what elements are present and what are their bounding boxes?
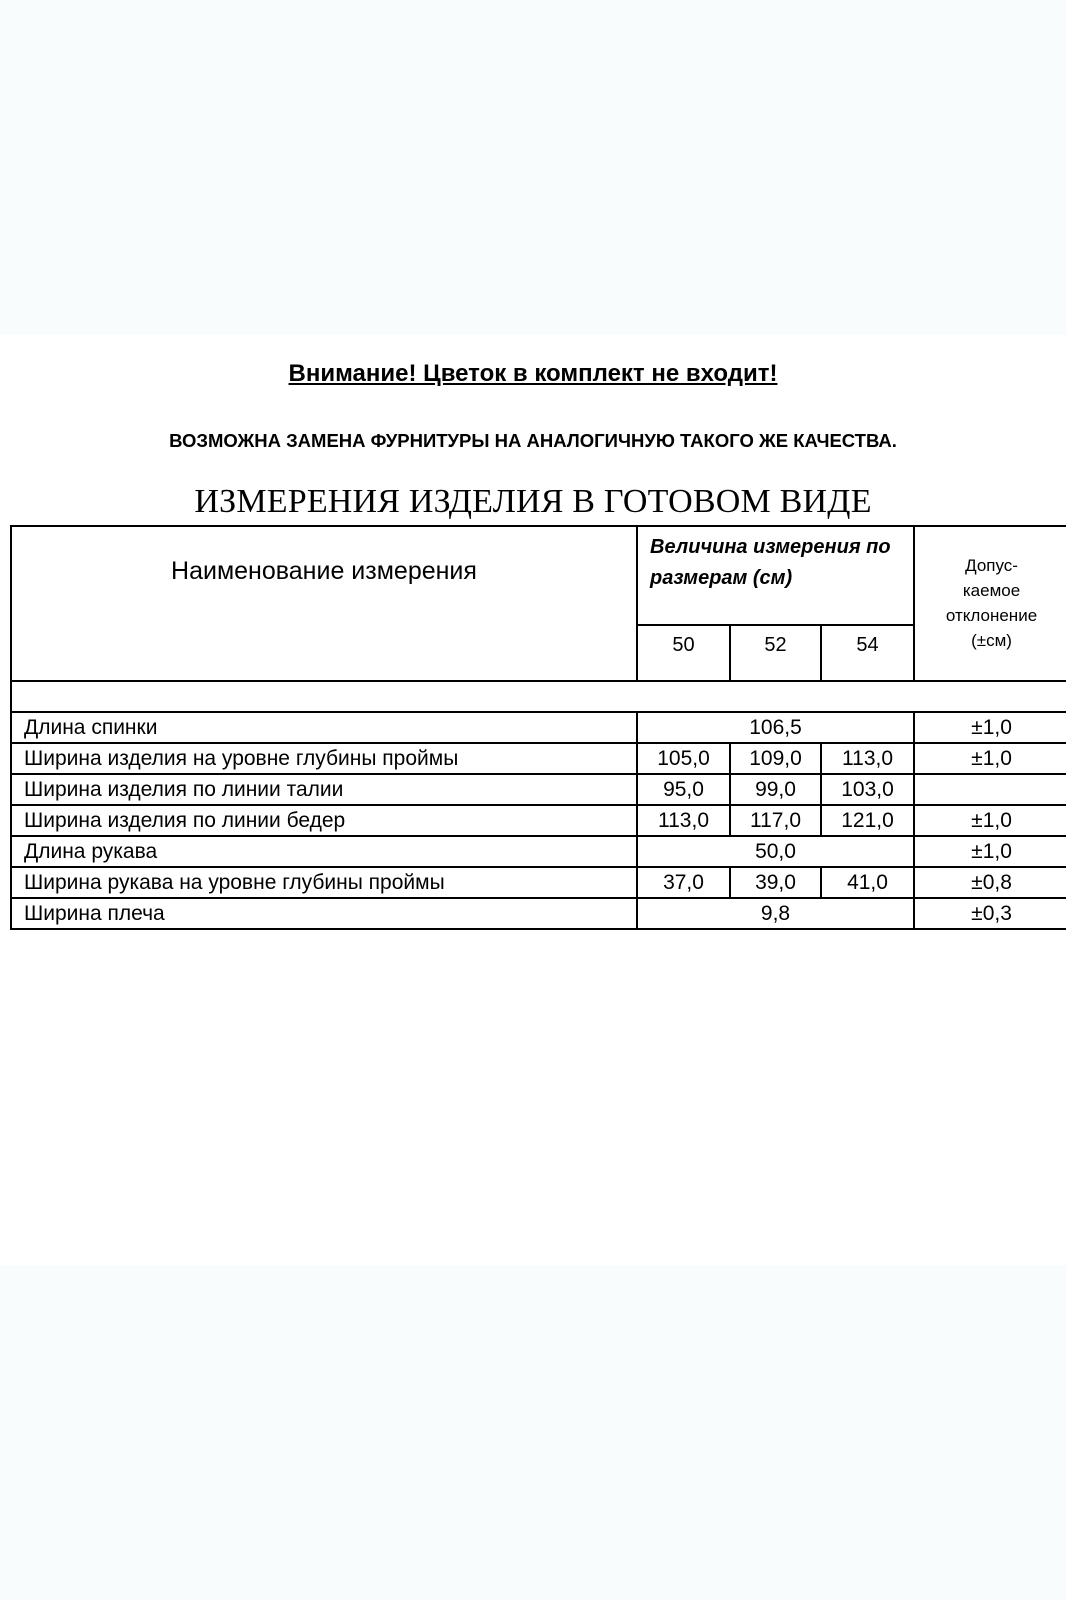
measurement-value-size-52: 39,0	[730, 867, 821, 898]
measurement-value-size-54: 121,0	[821, 805, 914, 836]
tolerance-value: ±1,0	[914, 743, 1066, 774]
measurement-value-size-54: 113,0	[821, 743, 914, 774]
table-row	[11, 836, 1066, 867]
spacer-row	[11, 681, 1066, 712]
tolerance-header-line: каемое	[962, 581, 1021, 600]
measurement-value-size-52: 99,0	[730, 774, 821, 805]
tolerance-header-line: (±см)	[971, 631, 1012, 650]
measurement-name: Ширина изделия по линии бедер	[11, 805, 637, 836]
measurement-value-size-50: 105,0	[637, 743, 730, 774]
measurement-name: Ширина изделия по линии талии	[11, 774, 637, 805]
size-54-header: 54	[821, 625, 914, 681]
notice-heading: Внимание! Цветок в комплект не входит!	[288, 360, 778, 387]
measurement-name: Длина рукава	[11, 836, 637, 867]
empty-row	[11, 681, 1066, 712]
measurement-value-size-52: 109,0	[730, 743, 821, 774]
measurement-value-size-50: 95,0	[637, 774, 730, 805]
size-52-header: 52	[730, 625, 821, 681]
measurement-name-header: Наименование измерения	[11, 526, 637, 681]
tolerance-header	[914, 526, 1066, 681]
size-values-header: Величина измерения по размерам (см)	[637, 526, 914, 625]
measurement-name: Длина спинки	[11, 712, 637, 743]
measurement-value-size-52: 117,0	[730, 805, 821, 836]
measurement-name: Ширина плеча	[11, 898, 637, 929]
measurements-table	[10, 525, 1066, 930]
table-row	[11, 805, 1066, 836]
table-row	[11, 712, 1066, 743]
header-row	[11, 526, 1066, 625]
measurement-value-size-50: 37,0	[637, 867, 730, 898]
table-title: ИЗМЕРЕНИЯ ИЗДЕЛИЯ В ГОТОВОМ ВИДЕ	[194, 483, 872, 520]
measurement-value-all-sizes: 106,5	[637, 712, 914, 743]
tolerance-header-line: отклонение	[945, 606, 1038, 625]
table-row	[11, 867, 1066, 898]
measurement-value-all-sizes: 9,8	[637, 898, 914, 929]
table-row	[11, 898, 1066, 929]
measurement-name: Ширина изделия на уровне глубины проймы	[11, 743, 637, 774]
tolerance-value: ±0,8	[914, 867, 1066, 898]
tolerance-value: ±1,0	[914, 836, 1066, 867]
table-row	[11, 774, 1066, 805]
measurement-value-size-50: 113,0	[637, 805, 730, 836]
measurement-value-size-54: 103,0	[821, 774, 914, 805]
tolerance-value: ±1,0	[914, 805, 1066, 836]
size-50-header: 50	[637, 625, 730, 681]
tolerance-value: ±0,3	[914, 898, 1066, 929]
measurement-value-size-54: 41,0	[821, 867, 914, 898]
tolerance-header-line: Допус-	[965, 556, 1018, 575]
measurement-value-all-sizes: 50,0	[637, 836, 914, 867]
tolerance-value	[914, 774, 1066, 805]
measurement-name: Ширина рукава на уровне глубины проймы	[11, 867, 637, 898]
fittings-replacement-note: ВОЗМОЖНА ЗАМЕНА ФУРНИТУРЫ НА АНАЛОГИЧНУЮ ТАКОГО ЖЕ КАЧЕСТВА.	[169, 430, 897, 451]
table-row	[11, 743, 1066, 774]
tolerance-value: ±1,0	[914, 712, 1066, 743]
